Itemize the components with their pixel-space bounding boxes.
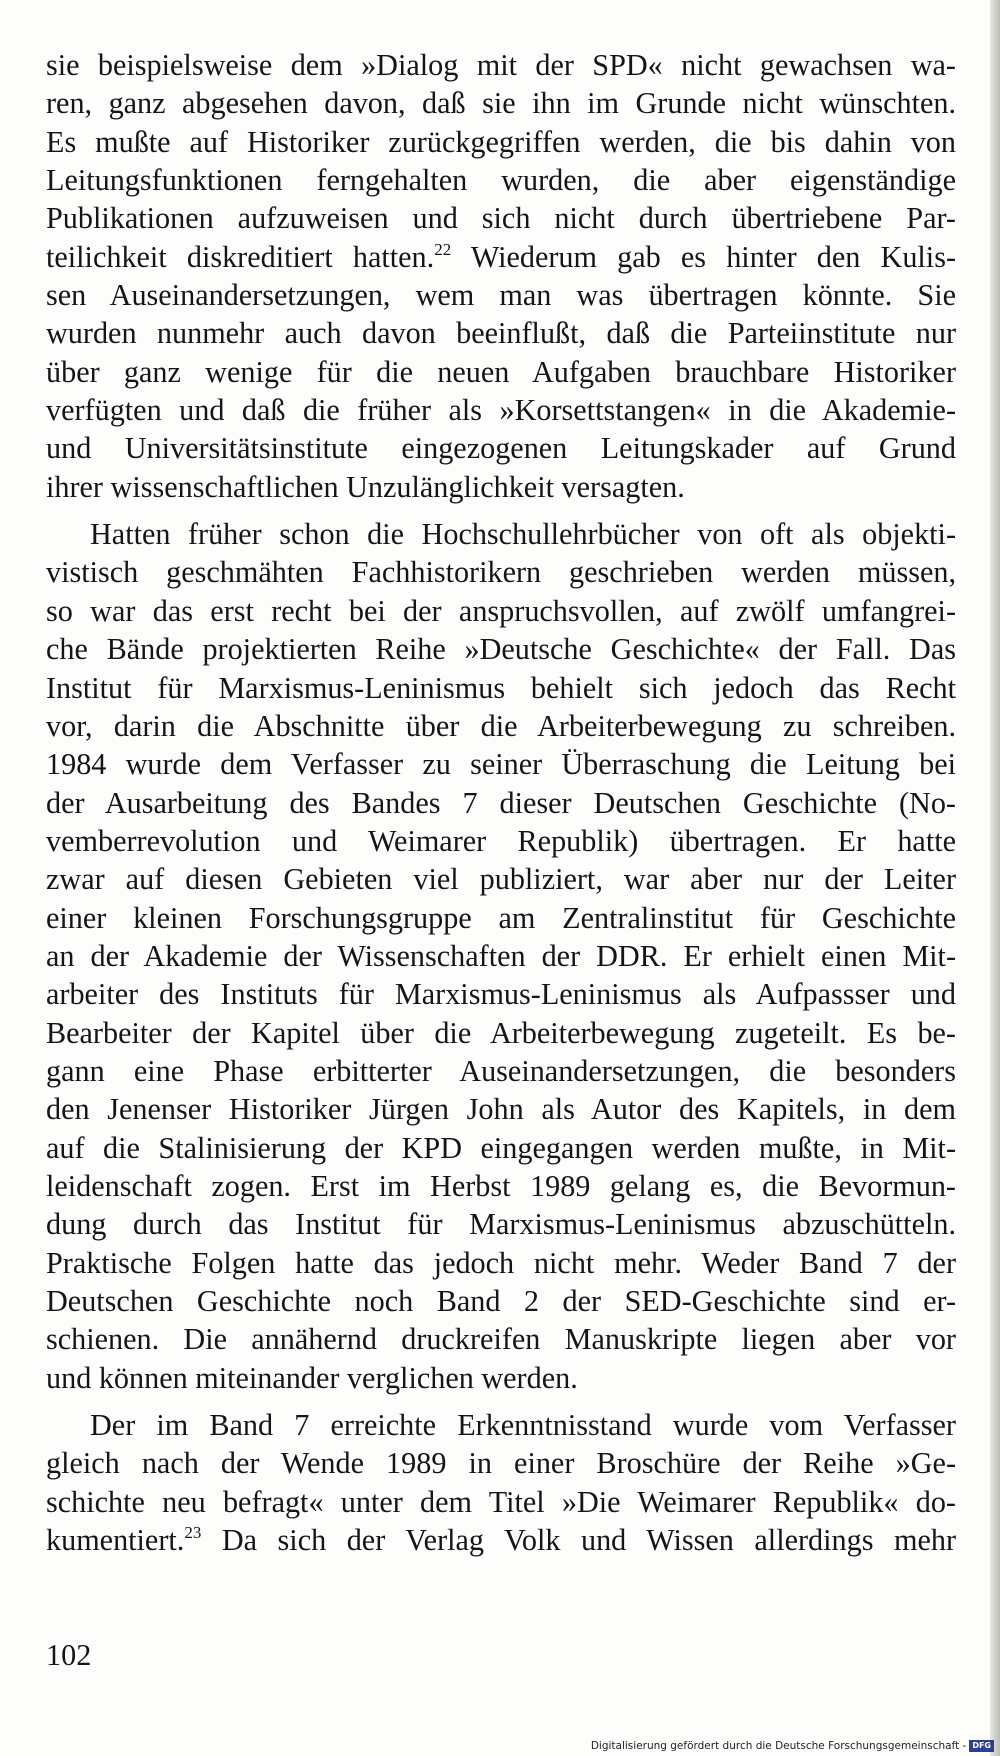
text-line: Bearbeiter der Kapitel über die Arbeiterbewegung zugeteilt. Es be- (46, 1015, 956, 1050)
text-line: Deutschen Geschichte noch Band 2 der SED-Geschichte sind er- (46, 1284, 956, 1318)
text-line: sen Auseinandersetzungen, wem man was übertragen könnte. Sie (46, 278, 956, 313)
text-line: vor, darin die Abschnitte über die Arbeiterbewegung zu schreiben. (46, 708, 956, 743)
text-line: leidenschaft zogen. Erst im Herbst 1989 gelang es, die Bevormun- (46, 1168, 956, 1203)
text-line: Leitungsfunktionen ferngehalten wurden, die aber eigenständige (46, 163, 956, 198)
text-line: Institut für Marxismus-Leninismus behielt sich jedoch das Recht (46, 670, 956, 705)
text-line: gleich nach der Wende 1989 in einer Broschüre der Reihe »Ge- (46, 1446, 956, 1481)
text-line: vemberrevolution und Weimarer Republik) übertragen. Er hatte (46, 823, 956, 858)
text-line: einer kleinen Forschungsgruppe am Zentralinstitut für Geschichte (46, 900, 956, 935)
paragraph-3 (46, 1406, 956, 1559)
footnote-marker: 23 (184, 1523, 202, 1543)
text-line: arbeiter des Instituts für Marxismus-Leninismus als Aufpassser und (46, 977, 956, 1012)
text-line: auf die Stalinisierung der KPD eingegangen werden mußte, in Mit- (46, 1130, 956, 1165)
text-line: Hatten früher schon die Hochschullehrbücher von oft als objekti- (90, 517, 956, 552)
text-line: vistisch geschmähten Fachhistorikern geschrieben werden müssen, (46, 555, 956, 590)
dfg-logo-icon: DFG (969, 1740, 994, 1752)
text-line: an der Akademie der Wissenschaften der DDR. Er erhielt einen Mit- (46, 938, 956, 973)
text-line: schienen. Die annähernd druckreifen Manuskripte liegen aber vor (46, 1322, 956, 1357)
paragraph-2 (46, 515, 956, 1397)
text-line: den Jenenser Historiker Jürgen John als Autor des Kapitels, in dem (46, 1092, 956, 1127)
text-line: zwar auf diesen Gebieten viel publiziert, war aber nur der Leiter (46, 862, 956, 897)
text-line: kumentiert.$^{23}$ Da sich der Verlag Volk und Wissen allerdings mehr (46, 1523, 956, 1558)
text-line: gann eine Phase erbitterter Auseinandersetzungen, die besonders (46, 1053, 956, 1088)
page-edge-shadow (990, 0, 1000, 1756)
text-line: che Bände projektierten Reihe »Deutsche Geschichte« der Fall. Das (46, 632, 956, 667)
text-line: ren, ganz abgesehen davon, daß sie ihn im Grunde nicht wünschten. (46, 86, 956, 121)
paragraph-1 (46, 46, 956, 506)
text-line: Es mußte auf Historiker zurückgegriffen werden, die bis dahin von (46, 124, 956, 159)
text-line: ihrer wissenschaftlichen Unzulänglichkeit versagten. (46, 469, 685, 504)
text-line: und Universitätsinstitute eingezogenen Leitungskader auf Grund (46, 431, 956, 466)
footnote-marker: 22 (434, 239, 452, 259)
text-line: schichte neu befragt« unter dem Titel »Die Weimarer Republik« do- (46, 1484, 956, 1519)
text-line: wurden nunmehr auch davon beeinflußt, daß die Parteiinstitute nur (46, 316, 956, 351)
text-line: teilichkeit diskreditiert hatten.$^{22}$ Wiederum gab es hinter den Kulis- (46, 239, 956, 274)
text-line: verfügten und daß die früher als »Korsettstangen« in die Akademie- (46, 393, 956, 428)
text-line: dung durch das Institut für Marxismus-Leninismus abzuschütteln. (46, 1207, 956, 1242)
text-line: der Ausarbeitung des Bandes 7 dieser Deutschen Geschichte (No- (46, 785, 956, 820)
text-line: Der im Band 7 erreichte Erkenntnisstand wurde vom Verfasser (90, 1408, 956, 1443)
footer-text: Digitalisierung gefördert durch die Deutsche Forschungsgemeinschaft - (590, 1740, 967, 1752)
text-line: Publikationen aufzuweisen und sich nicht durch übertriebene Par- (46, 201, 956, 236)
text-line: 1984 wurde dem Verfasser zu seiner Überraschung die Leitung bei (46, 747, 956, 782)
text-line: und können miteinander verglichen werden. (46, 1360, 578, 1395)
body-text (46, 46, 956, 1559)
digitization-footer (591, 1740, 994, 1752)
text-line: so war das erst recht bei der anspruchsvollen, auf zwölf umfangrei- (46, 593, 956, 628)
text-line: Praktische Folgen hatte das jedoch nicht mehr. Weder Band 7 der (46, 1245, 956, 1280)
page-number: 102 (46, 1638, 92, 1672)
text-line: sie beispielsweise dem »Dialog mit der SPD« nicht gewachsen wa- (46, 48, 956, 82)
text-line: über ganz wenige für die neuen Aufgaben brauchbare Historiker (46, 354, 956, 389)
